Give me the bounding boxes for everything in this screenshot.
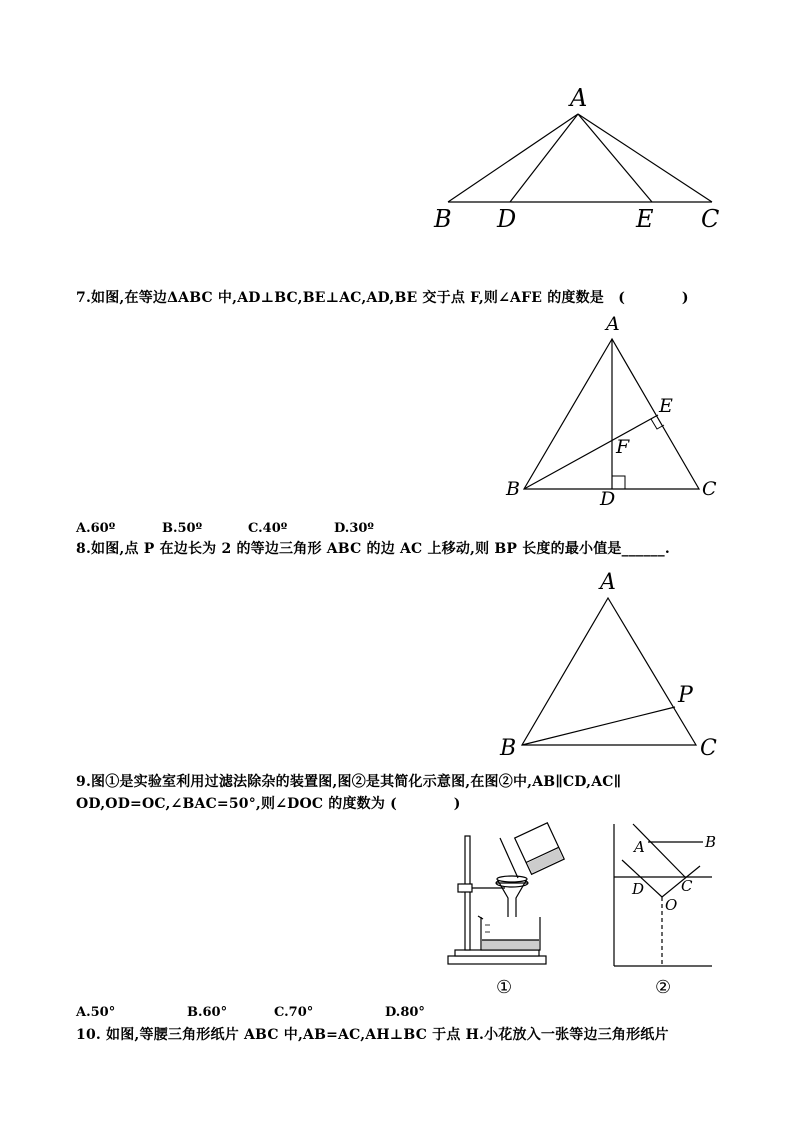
label-P: P xyxy=(678,683,693,708)
label-F: F xyxy=(616,436,630,458)
figure-1-caption: ① xyxy=(496,977,513,998)
question-7-text: 7.如图,在等边ΔABC 中,AD⊥BC,BE⊥AC,AD,BE 交于点 F,则∠AFE 的度数是 ( ) xyxy=(76,290,689,306)
option-d[interactable]: D.80° xyxy=(385,1005,425,1020)
label-D: D xyxy=(632,880,645,898)
option-b[interactable]: B.50º xyxy=(162,521,203,536)
label-B: B xyxy=(434,205,452,233)
label-C: C xyxy=(702,478,717,500)
label-B: B xyxy=(705,833,717,851)
option-d[interactable]: D.30º xyxy=(334,521,374,536)
label-E: E xyxy=(636,205,654,233)
question-9-line-1: 9.图①是实验室利用过滤法除杂的装置图,图②是其简化示意图,在图②中,AB∥CD,AC∥ xyxy=(76,774,622,790)
question-10-text: 10. 如图,等腰三角形纸片 ABC 中,AB=AC,AH⊥BC 于点 H.小花放入一张等边三角形纸片 xyxy=(76,1027,669,1043)
label-C: C xyxy=(700,736,717,761)
option-b[interactable]: B.60° xyxy=(187,1005,228,1020)
label-C: C xyxy=(701,205,720,233)
label-E: E xyxy=(659,395,673,417)
label-D: D xyxy=(600,488,616,510)
label-D: D xyxy=(497,205,517,233)
question-9-line-2: OD,OD=OC,∠BAC=50°,则∠DOC 的度数为 ( ) xyxy=(76,796,461,812)
figure-2-caption: ② xyxy=(655,977,672,998)
option-c[interactable]: C.40º xyxy=(248,521,288,536)
label-A: A xyxy=(634,838,645,856)
label-O: O xyxy=(665,896,678,914)
option-a[interactable]: A.60º xyxy=(76,521,116,536)
label-A: A xyxy=(606,313,620,335)
question-8-text: 8.如图,点 P 在边长为 2 的等边三角形 ABC 的边 AC 上移动,则 BP 长度的最小值是______. xyxy=(76,541,670,557)
option-c[interactable]: C.70° xyxy=(274,1005,314,1020)
label-A: A xyxy=(570,84,588,112)
option-a[interactable]: A.50° xyxy=(76,1005,116,1020)
label-A: A xyxy=(600,570,616,595)
label-B: B xyxy=(506,478,520,500)
label-B: B xyxy=(500,736,517,761)
label-C: C xyxy=(681,877,693,895)
